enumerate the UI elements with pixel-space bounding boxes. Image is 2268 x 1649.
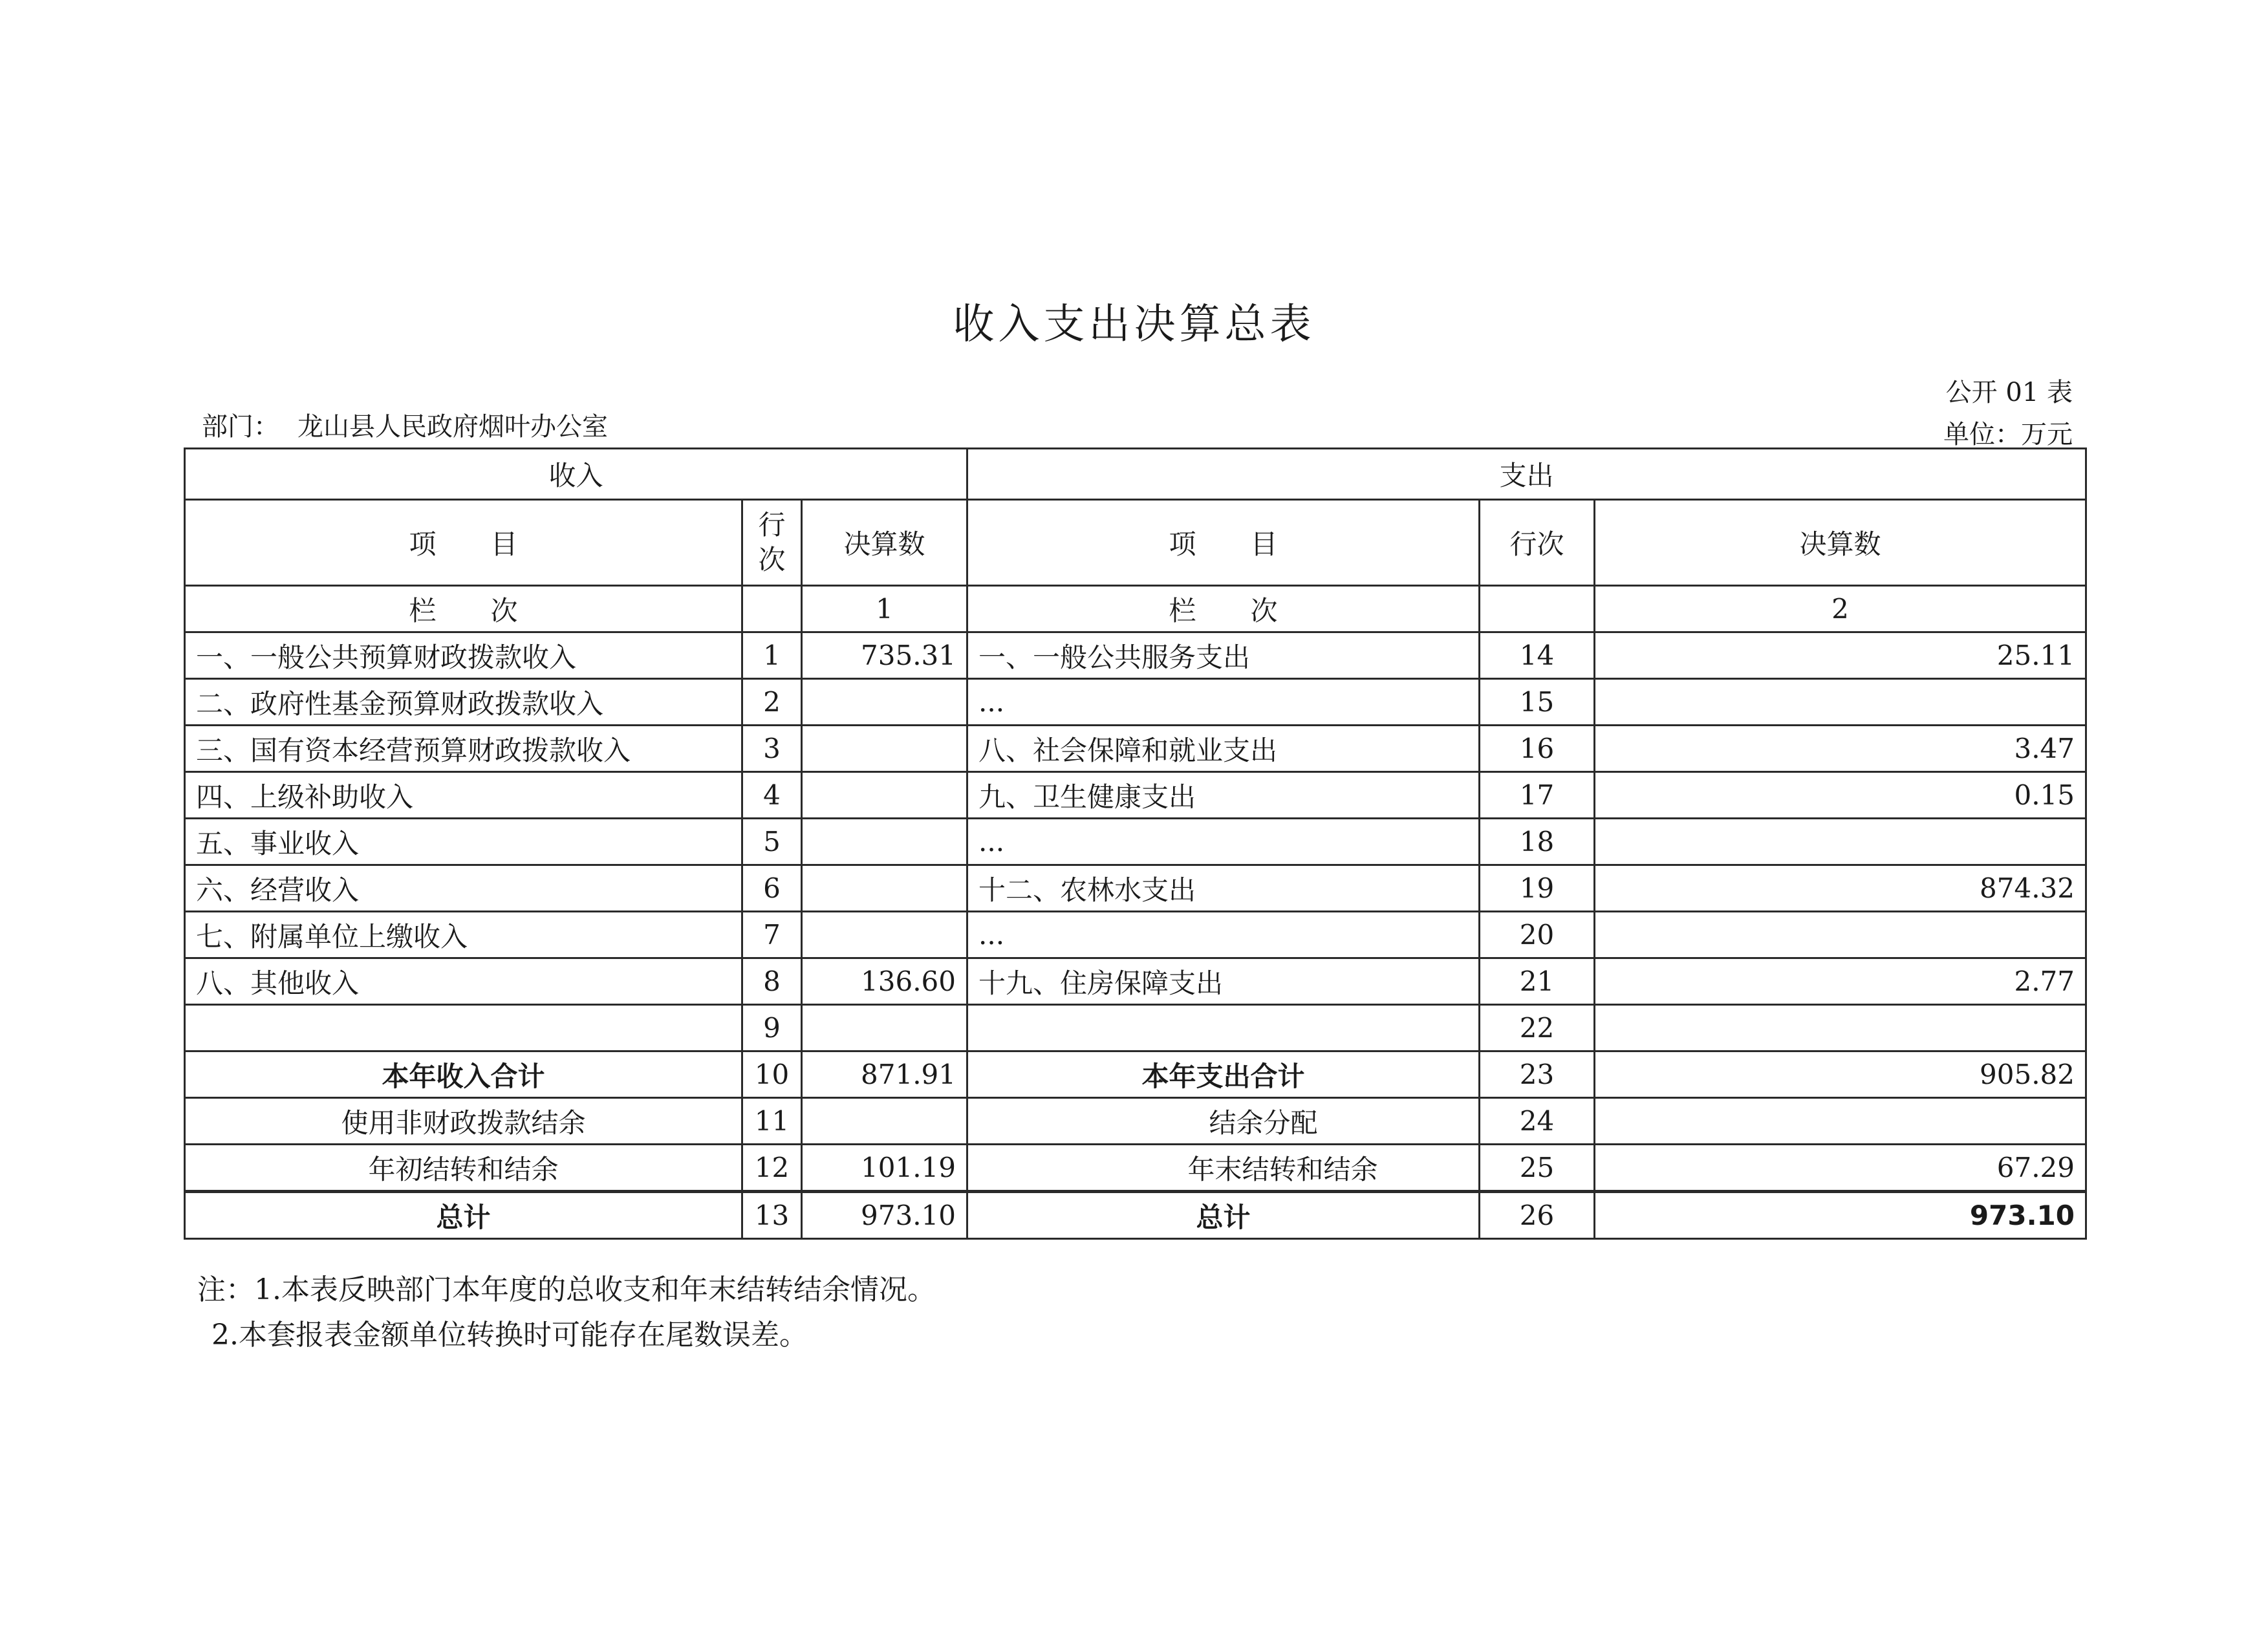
income-total-label: 总计	[185, 1192, 742, 1239]
income-row-no: 5	[742, 819, 802, 865]
income-item-header: 项 目	[185, 500, 742, 586]
income-row-no: 12	[742, 1145, 802, 1192]
expense-amount	[1595, 912, 2086, 958]
table-row	[185, 865, 2086, 912]
income-amount	[802, 1098, 967, 1145]
table-row	[185, 679, 2086, 726]
expense-row-no: 26	[1480, 1192, 1595, 1239]
expense-row-no: 21	[1480, 958, 1595, 1005]
income-row-no: 1	[742, 632, 802, 679]
expense-amount: 874.32	[1595, 865, 2086, 912]
income-amount: 136.60	[802, 958, 967, 1005]
table-notes	[197, 1267, 936, 1358]
income-total-amount: 973.10	[802, 1192, 967, 1239]
expense-item: 年末结转和结余	[967, 1145, 1480, 1192]
income-amount	[802, 726, 967, 772]
expense-row-no: 20	[1480, 912, 1595, 958]
grand-total-row	[185, 1192, 2086, 1239]
expense-row-no: 24	[1480, 1098, 1595, 1145]
income-amount: 101.19	[802, 1145, 967, 1192]
summary-row	[185, 1145, 2086, 1192]
table-row	[185, 772, 2086, 819]
summary-row-annual-total	[185, 1051, 2086, 1098]
income-amount-header: 决算数	[802, 500, 967, 586]
expense-item: ...	[967, 912, 1480, 958]
expense-amount	[1595, 1005, 2086, 1051]
income-row-no-header-top: 行	[758, 509, 786, 541]
income-row-no: 11	[742, 1098, 802, 1145]
department-name: 龙山县人民政府烟叶办公室	[297, 412, 608, 442]
expense-item	[967, 1005, 1480, 1051]
table-row	[185, 819, 2086, 865]
expense-row-no: 22	[1480, 1005, 1595, 1051]
income-amount: 871.91	[802, 1051, 967, 1098]
income-column-label: 栏 次	[185, 586, 742, 632]
income-item: 一、一般公共预算财政拨款收入	[185, 632, 742, 679]
expense-item: 结余分配	[967, 1098, 1480, 1145]
expense-row-no: 17	[1480, 772, 1595, 819]
income-row-no: 8	[742, 958, 802, 1005]
income-item: 三、国有资本经营预算财政拨款收入	[185, 726, 742, 772]
expense-item: 九、卫生健康支出	[967, 772, 1480, 819]
expense-column-no-blank	[1480, 586, 1595, 632]
income-item: 八、其他收入	[185, 958, 742, 1005]
table-row	[185, 912, 2086, 958]
expense-item: 十九、住房保障支出	[967, 958, 1480, 1005]
expense-column-label: 栏 次	[967, 586, 1480, 632]
expense-amount	[1595, 819, 2086, 865]
income-row-no: 6	[742, 865, 802, 912]
expense-item: 本年支出合计	[967, 1051, 1480, 1098]
income-row-no: 13	[742, 1192, 802, 1239]
expense-item: 一、一般公共服务支出	[967, 632, 1480, 679]
expense-row-no-header: 行次	[1480, 500, 1595, 586]
income-item: 七、附属单位上缴收入	[185, 912, 742, 958]
column-number-row	[185, 586, 2086, 632]
expense-row-no: 18	[1480, 819, 1595, 865]
expense-item: 十二、农林水支出	[967, 865, 1480, 912]
income-item: 六、经营收入	[185, 865, 742, 912]
income-item: 五、事业收入	[185, 819, 742, 865]
note-line-1: 注：1.本表反映部门本年度的总收支和年末结转结余情况。	[197, 1273, 936, 1306]
income-amount	[802, 772, 967, 819]
column-header-row	[185, 500, 2086, 586]
table-row	[185, 726, 2086, 772]
expense-item: ...	[967, 819, 1480, 865]
income-row-no: 4	[742, 772, 802, 819]
expense-row-no: 16	[1480, 726, 1595, 772]
income-row-no: 3	[742, 726, 802, 772]
income-item	[185, 1005, 742, 1051]
expense-row-no: 25	[1480, 1145, 1595, 1192]
expense-item: 八、社会保障和就业支出	[967, 726, 1480, 772]
expense-section-header: 支出	[967, 449, 2086, 500]
expense-row-no: 23	[1480, 1051, 1595, 1098]
expense-item-header: 项 目	[967, 500, 1480, 586]
income-column-number: 1	[802, 586, 967, 632]
income-amount	[802, 819, 967, 865]
expense-amount: 0.15	[1595, 772, 2086, 819]
summary-row	[185, 1098, 2086, 1145]
expense-amount: 905.82	[1595, 1051, 2086, 1098]
department-label: 部门：	[202, 412, 279, 442]
income-column-no-blank	[742, 586, 802, 632]
income-item: 本年收入合计	[185, 1051, 742, 1098]
table-row	[185, 958, 2086, 1005]
expense-row-no: 14	[1480, 632, 1595, 679]
income-row-no: 2	[742, 679, 802, 726]
expense-row-no: 19	[1480, 865, 1595, 912]
income-row-no-header	[742, 500, 802, 586]
section-header-row	[185, 449, 2086, 500]
department-line	[202, 406, 608, 443]
table-row	[185, 632, 2086, 679]
expense-item: ...	[967, 679, 1480, 726]
income-item: 四、上级补助收入	[185, 772, 742, 819]
expense-amount: 67.29	[1595, 1145, 2086, 1192]
income-item: 年初结转和结余	[185, 1145, 742, 1192]
expense-amount	[1595, 679, 2086, 726]
income-amount	[802, 1005, 967, 1051]
expense-row-no: 15	[1480, 679, 1595, 726]
note-line-2: 2.本套报表金额单位转换时可能存在尾数误差。	[211, 1319, 808, 1352]
expense-amount: 25.11	[1595, 632, 2086, 679]
expense-amount-header: 决算数	[1595, 500, 2086, 586]
expense-amount: 2.77	[1595, 958, 2086, 1005]
income-item: 使用非财政拨款结余	[185, 1098, 742, 1145]
expense-amount	[1595, 1098, 2086, 1145]
unit-label: 单位：万元	[1943, 420, 2073, 449]
income-amount	[802, 865, 967, 912]
expense-amount: 3.47	[1595, 726, 2086, 772]
income-section-header: 收入	[185, 449, 967, 500]
page-title: 收入支出决算总表	[953, 301, 1315, 349]
income-item: 二、政府性基金预算财政拨款收入	[185, 679, 742, 726]
expense-total-label: 总计	[967, 1192, 1480, 1239]
income-row-no-header-bottom: 次	[758, 544, 786, 576]
income-amount	[802, 679, 967, 726]
income-row-no: 7	[742, 912, 802, 958]
form-number: 公开 01 表	[1945, 378, 2073, 407]
income-amount: 735.31	[802, 632, 967, 679]
expense-total-amount: 973.10	[1595, 1192, 2086, 1239]
income-expense-table	[184, 447, 2087, 1240]
income-amount	[802, 912, 967, 958]
income-row-no: 10	[742, 1051, 802, 1098]
table-row	[185, 1005, 2086, 1051]
expense-column-number: 2	[1595, 586, 2086, 632]
income-row-no: 9	[742, 1005, 802, 1051]
